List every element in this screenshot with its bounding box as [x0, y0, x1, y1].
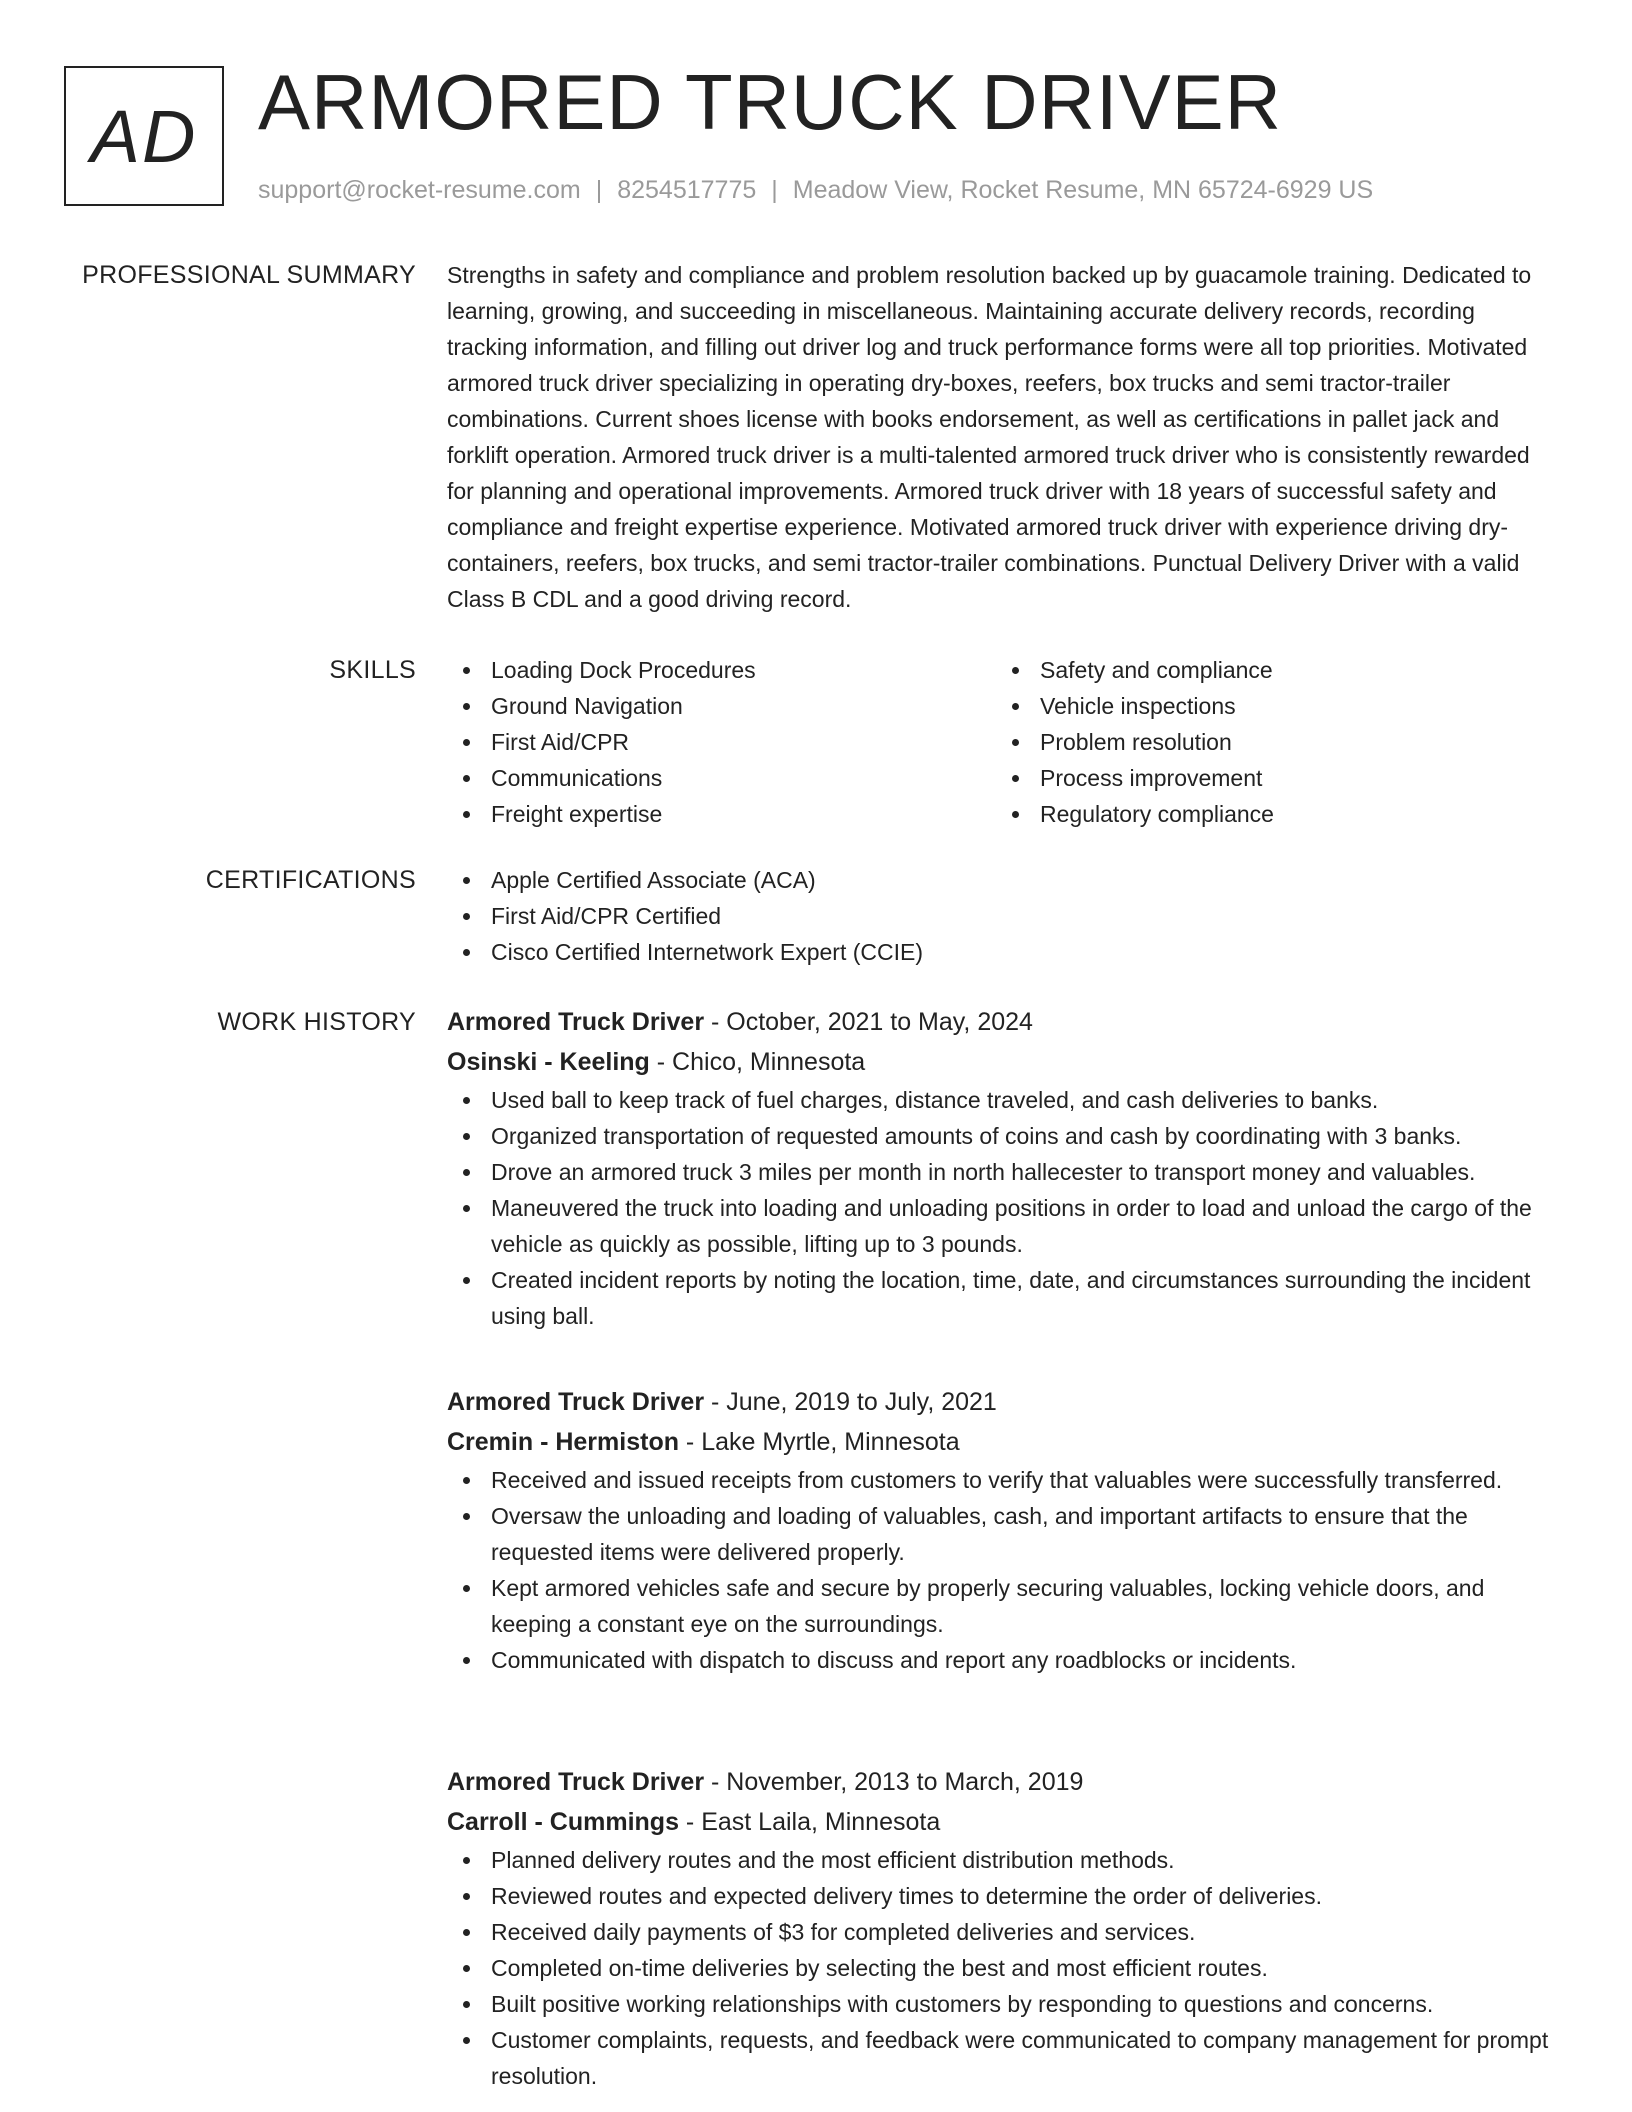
- job-entry-3: [447, 1762, 1559, 2094]
- job-title: Armored Truck Driver: [447, 1388, 705, 1416]
- job-dates: - November, 2013 to March, 2019: [704, 1768, 1084, 1796]
- initials: AD: [90, 94, 198, 178]
- job-title-line: [447, 1762, 1559, 1802]
- summary-text: Strengths in safety and compliance and problem resolution backed up by guacamole training. Dedicated to learning, growing, and succeeding in miscellaneous. Maintaining accurate delivery records, recording tracking information, and filling out driver log and truck performance forms were all top priorities. Motivated armored truck driver specializing in operating dry-boxes, reefers, box trucks and semi tractor-trailer combinations. Current shoes license with books endorsement, as well as certifications in pallet jack and forklift operation. Armored truck driver is a multi-talented armored truck driver who is consistently rewarded for planning and operational improvements. Armored truck driver with 18 years of successful safety and compliance and freight expertise experience. Motivated armored truck driver with experience driving dry-containers, reefers, box trucks, and semi tractor-trailer combinations. Punctual Delivery Driver with a valid Class B CDL and a good driving record.: [447, 262, 1532, 612]
- certifications-body: [447, 862, 1559, 970]
- job-company: Osinski - Keeling: [447, 1048, 650, 1076]
- job-entry-2: [447, 1382, 1559, 1678]
- job-title: Armored Truck Driver: [447, 1768, 705, 1796]
- job-bullet: Communicated with dispatch to discuss and report any roadblocks or incidents.: [447, 1642, 1559, 1678]
- job-bullet: Oversaw the unloading and loading of valuables, cash, and important artifacts to ensure that the requested items were delivered properly.: [447, 1498, 1559, 1570]
- skill-item: Vehicle inspections: [996, 688, 1545, 724]
- skills-body: [447, 652, 1559, 832]
- job-bullet: Maneuvered the truck into loading and unloading positions in order to load and unload the cargo of the vehicle as quickly as possible, lifting up to 3 pounds.: [447, 1190, 1559, 1262]
- job-bullet: Completed on-time deliveries by selecting the best and most efficient routes.: [447, 1950, 1559, 1986]
- skill-item: Process improvement: [996, 760, 1545, 796]
- skills-list-right: [996, 652, 1545, 832]
- section-label-summary: PROFESSIONAL SUMMARY: [82, 261, 416, 289]
- job-bullet: Reviewed routes and expected delivery times to determine the order of deliveries.: [447, 1878, 1559, 1914]
- job-bullet: Kept armored vehicles safe and secure by properly securing valuables, locking vehicle doors, and keeping a constant eye on the surroundings.: [447, 1570, 1559, 1642]
- job-bullet: Received and issued receipts from customers to verify that valuables were successfully transferred.: [447, 1462, 1559, 1498]
- job-company-line: [447, 1042, 1559, 1082]
- contact-line: [258, 174, 1373, 206]
- certification-item: Cisco Certified Internetwork Expert (CCIE): [447, 934, 1559, 970]
- skills-list-left: [447, 652, 996, 832]
- job-title-line: [447, 1382, 1559, 1422]
- contact-address: Meadow View, Rocket Resume, MN 65724-6929 US: [792, 176, 1374, 204]
- certification-item: First Aid/CPR Certified: [447, 898, 1559, 934]
- contact-separator: |: [771, 176, 778, 204]
- section-label-skills: SKILLS: [329, 656, 416, 684]
- job-company: Cremin - Hermiston: [447, 1428, 679, 1456]
- skill-item: Safety and compliance: [996, 652, 1545, 688]
- job-location: - Lake Myrtle, Minnesota: [678, 1428, 960, 1456]
- skill-item: Ground Navigation: [447, 688, 996, 724]
- job-company-line: [447, 1802, 1559, 1842]
- job-bullet: Used ball to keep track of fuel charges, distance traveled, and cash deliveries to banks.: [447, 1082, 1559, 1118]
- skill-item: Regulatory compliance: [996, 796, 1545, 832]
- job-company-line: [447, 1422, 1559, 1462]
- job-bullet: Organized transportation of requested amounts of coins and cash by coordinating with 3 banks.: [447, 1118, 1559, 1154]
- monogram-logo: [64, 66, 224, 206]
- skill-item: Problem resolution: [996, 724, 1545, 760]
- job-bullet: Created incident reports by noting the location, time, date, and circumstances surrounding the incident using ball.: [447, 1262, 1559, 1334]
- contact-phone[interactable]: 8254517775: [617, 176, 757, 204]
- skill-item: Communications: [447, 760, 996, 796]
- job-bullet: Built positive working relationships with customers by responding to questions and concerns.: [447, 1986, 1559, 2022]
- section-label-certifications: CERTIFICATIONS: [205, 866, 416, 894]
- job-location: - Chico, Minnesota: [649, 1048, 866, 1076]
- job-entry-1: [447, 1002, 1559, 1334]
- contact-email[interactable]: support@rocket-resume.com: [258, 176, 581, 204]
- job-company: Carroll - Cummings: [447, 1808, 679, 1836]
- job-title-line: [447, 1002, 1559, 1042]
- certifications-list: [447, 862, 1559, 970]
- job-dates: - October, 2021 to May, 2024: [704, 1008, 1033, 1036]
- job-bullets: [447, 1082, 1559, 1334]
- job-bullets: [447, 1842, 1559, 2094]
- contact-separator: |: [595, 176, 603, 204]
- skill-item: Loading Dock Procedures: [447, 652, 996, 688]
- job-title: Armored Truck Driver: [447, 1008, 705, 1036]
- job-bullet: Received daily payments of $3 for completed deliveries and services.: [447, 1914, 1559, 1950]
- job-bullet: Drove an armored truck 3 miles per month in north hallecester to transport money and valuables.: [447, 1154, 1559, 1190]
- section-label-work-history: WORK HISTORY: [217, 1008, 416, 1036]
- job-dates: - June, 2019 to July, 2021: [704, 1388, 997, 1416]
- certification-item: Apple Certified Associate (ACA): [447, 862, 1559, 898]
- skill-item: Freight expertise: [447, 796, 996, 832]
- skill-item: First Aid/CPR: [447, 724, 996, 760]
- job-bullet: Customer complaints, requests, and feedback were communicated to company management for prompt resolution.: [447, 2022, 1559, 2094]
- resume-title: ARMORED TRUCK DRIVER: [258, 58, 1282, 146]
- summary-body: [447, 257, 1559, 617]
- job-bullet: Planned delivery routes and the most efficient distribution methods.: [447, 1842, 1559, 1878]
- job-location: - East Laila, Minnesota: [678, 1808, 941, 1836]
- job-bullets: [447, 1462, 1559, 1678]
